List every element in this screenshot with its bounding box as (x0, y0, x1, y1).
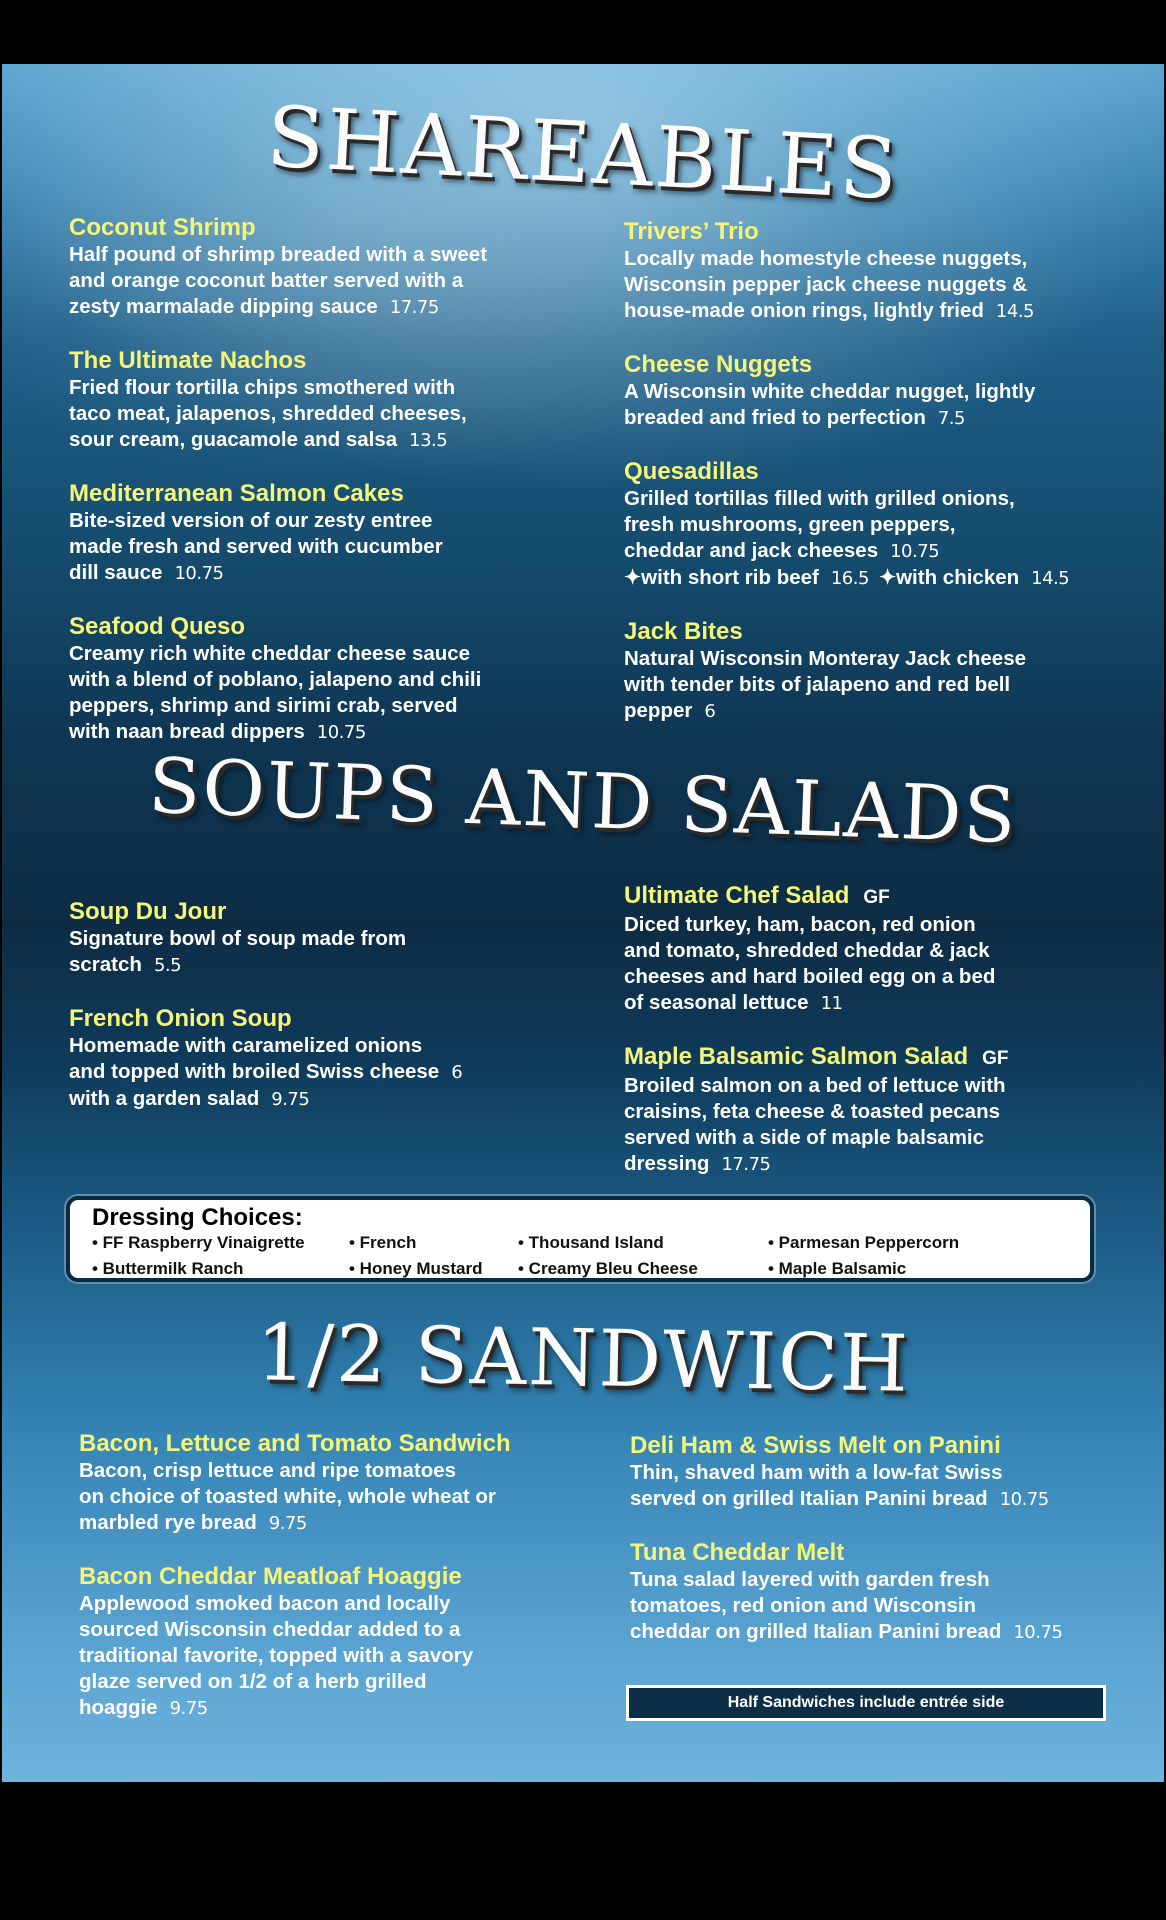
item-desc-line (69, 401, 569, 427)
dressing-choices-box (66, 1196, 1094, 1282)
item-desc-line (624, 538, 1144, 565)
item-desc-line (69, 508, 569, 534)
menu-item (624, 1043, 1144, 1178)
shareables-heading: SHAREABLES (264, 87, 902, 219)
item-desc-text: taco meat, jalapenos, shredded cheeses, (69, 402, 467, 425)
item-desc-line (624, 379, 1144, 405)
item-price: 10.75 (890, 541, 940, 562)
item-desc-line (69, 693, 569, 719)
item-desc-text: cheddar on grilled Italian Panini bread (630, 1620, 1002, 1643)
item-desc-text: and topped with broiled Swiss cheese (69, 1060, 440, 1083)
item-desc-text: and tomato, shredded cheddar & jack (624, 939, 990, 962)
item-price: 13.5 (409, 430, 448, 451)
shareables-right-column (624, 218, 1144, 751)
item-desc-text: traditional favorite, topped with a savory (79, 1644, 474, 1667)
item-price: 14.5 (995, 301, 1034, 322)
soups-salads-heading: SOUPS AND SALADS (146, 740, 1020, 861)
item-title: Soup Du Jour (69, 898, 227, 925)
menu-item (630, 1432, 1150, 1513)
item-desc-line (79, 1669, 599, 1695)
half-sandwich-heading: 1/2 SANDWICH (255, 1308, 911, 1410)
item-desc-line (624, 1151, 1144, 1178)
item-desc-line (69, 560, 569, 587)
item-title (624, 458, 1144, 486)
item-desc-text: and orange coconut batter served with a (69, 269, 464, 292)
item-price: 5.5 (153, 955, 182, 976)
item-desc-text: served with a side of maple balsamic (624, 1126, 985, 1149)
menu-item (69, 1005, 569, 1113)
item-desc-text: tomatoes, red onion and Wisconsin (630, 1594, 977, 1617)
item-title (69, 214, 569, 242)
half-sandwich-note: Half Sandwiches include entrée side (626, 1685, 1106, 1721)
dressing-column (768, 1230, 959, 1282)
item-desc-text: dressing (624, 1152, 710, 1175)
item-desc-text: scratch (69, 953, 142, 976)
item-title-text: Jack Bites (624, 618, 743, 645)
item-desc-line: Homemade with caramelized onions (69, 1034, 423, 1057)
item-desc-text: cheddar and jack cheeses (624, 539, 879, 562)
item-desc-line (630, 1567, 1150, 1593)
item-desc-text: A Wisconsin white cheddar nugget, lightly (624, 380, 1036, 403)
item-title (630, 1432, 1150, 1460)
item-desc-line (69, 667, 569, 693)
item-desc-line (69, 427, 569, 454)
item-title (79, 1563, 599, 1591)
item-desc-text: Locally made homestyle cheese nuggets, (624, 247, 1028, 270)
item-price: 10.75 (999, 1489, 1049, 1510)
dressing-column (518, 1230, 698, 1282)
addon-label: ✦with short rib beef (624, 566, 819, 589)
item-desc-line (69, 375, 569, 401)
item-title-text: Coconut Shrimp (69, 214, 256, 241)
sandwich-right-column (630, 1432, 1150, 1672)
menu-item (69, 347, 569, 454)
item-price: 9.75 (268, 1513, 307, 1534)
item-addons-line (624, 565, 1144, 592)
item-desc-text: Bacon, crisp lettuce and ripe tomatoes (79, 1459, 457, 1482)
gluten-free-tag: GF (982, 1048, 1009, 1069)
item-desc-line (624, 298, 1144, 325)
item-desc-line (69, 952, 569, 979)
item-desc-line (624, 938, 1144, 964)
item-desc-line (624, 512, 1144, 538)
soups-left-column (69, 898, 569, 1139)
item-desc-text: Applewood smoked bacon and locally (79, 1592, 451, 1615)
item-title-text: Deli Ham & Swiss Melt on Panini (630, 1432, 1001, 1459)
item-title-text: Quesadillas (624, 458, 759, 485)
dressing-column (349, 1230, 482, 1282)
item-desc-text: Tuna salad layered with garden fresh (630, 1568, 990, 1591)
item-desc-line (630, 1593, 1150, 1619)
item-price: 7.5 (937, 408, 965, 429)
item-desc-line (624, 405, 1144, 432)
dressing-title: Dressing Choices: (92, 1204, 303, 1231)
item-desc-text: Diced turkey, ham, bacon, red onion (624, 913, 976, 936)
item-desc-line (69, 1086, 569, 1113)
item-desc-line (79, 1617, 599, 1643)
item-price: 10.75 (316, 722, 366, 743)
item-desc-line (624, 1073, 1144, 1099)
dressing-option: • FF Raspberry Vinaigrette (92, 1233, 305, 1252)
item-desc-text: Grilled tortillas filled with grilled onions, (624, 487, 1015, 510)
item-desc-line (69, 641, 569, 667)
item-desc-line (630, 1486, 1150, 1513)
item-desc-line (69, 242, 569, 268)
item-desc-line (69, 268, 569, 294)
item-price: 10.75 (174, 563, 224, 584)
item-desc-line (69, 1059, 569, 1086)
item-title (624, 1043, 1144, 1073)
item-price: 17.75 (721, 1154, 771, 1175)
item-title-text: Seafood Queso (69, 613, 246, 640)
item-desc-line (79, 1484, 599, 1510)
item-price: 6 (451, 1062, 463, 1083)
item-desc-text: sour cream, guacamole and salsa (69, 428, 398, 451)
item-price: 17.75 (389, 297, 439, 318)
item-desc-text: glaze served on 1/2 of a herb grilled (79, 1670, 427, 1693)
item-desc-line (624, 272, 1144, 298)
item-desc-text: zesty marmalade dipping sauce (69, 295, 378, 318)
menu-item (69, 898, 569, 979)
item-desc-text: Broiled salmon on a bed of lettuce with (624, 1074, 1006, 1097)
item-desc-text: house-made onion rings, lightly fried (624, 299, 984, 322)
item-desc-line (624, 912, 1144, 938)
item-desc-text: with naan bread dippers (69, 720, 305, 743)
item-desc-text: craisins, feta cheese & toasted pecans (624, 1100, 1001, 1123)
item-desc-line (79, 1458, 599, 1484)
item-title-text: Mediterranean Salmon Cakes (69, 480, 404, 507)
item-desc-line (624, 672, 1144, 698)
item-title (624, 218, 1144, 246)
item-desc-text: with a garden salad (69, 1087, 260, 1110)
item-desc-line (624, 646, 1144, 672)
soups-right-column (624, 882, 1144, 1204)
item-desc-line (630, 1619, 1150, 1646)
item-desc-line (69, 534, 569, 560)
dressing-option: • French (349, 1233, 417, 1252)
item-desc-line (624, 486, 1144, 512)
item-title-text: The Ultimate Nachos (69, 347, 307, 374)
menu-item (79, 1563, 599, 1722)
item-title-text: Bacon Cheddar Meatloaf Hoaggie (79, 1563, 462, 1590)
item-desc-text: Half pound of shrimp breaded with a sweet (69, 243, 488, 266)
dressing-option: • Parmesan Peppercorn (768, 1233, 960, 1252)
dressing-option: • Thousand Island (518, 1233, 664, 1252)
menu-item (624, 458, 1144, 592)
item-price: 9.75 (271, 1089, 310, 1110)
menu-item (69, 613, 569, 746)
menu-item (624, 218, 1144, 325)
item-desc-text: breaded and fried to perfection (624, 406, 926, 429)
menu-item (69, 214, 569, 321)
item-desc-text: Thin, shaved ham with a low-fat Swiss (630, 1461, 1003, 1484)
item-desc-text: with a blend of poblano, jalapeno and chili (69, 668, 482, 691)
item-desc-line (630, 1460, 1150, 1486)
item-desc-text: peppers, shrimp and sirimi crab, served (69, 694, 458, 717)
dressing-option: • Maple Balsamic (768, 1259, 907, 1278)
menu-item (630, 1539, 1150, 1646)
item-title (624, 882, 1144, 912)
item-title (624, 618, 1144, 646)
item-desc-line (624, 990, 1144, 1017)
item-desc-text: Wisconsin pepper jack cheese nuggets & (624, 273, 1028, 296)
item-desc-text: Creamy rich white cheddar cheese sauce (69, 642, 471, 665)
menu-item (624, 351, 1144, 432)
addon-price: 16.5 (830, 568, 869, 589)
item-title (630, 1539, 1150, 1567)
item-desc-line (79, 1643, 599, 1669)
item-desc-line (69, 294, 569, 321)
item-title-text: Maple Balsamic Salmon Salad (624, 1043, 969, 1070)
menu-board (2, 64, 1164, 1782)
item-desc-line (624, 1125, 1144, 1151)
item-title-text: Bacon, Lettuce and Tomato Sandwich (79, 1430, 511, 1457)
item-title-text: Tuna Cheddar Melt (630, 1539, 845, 1566)
menu-item (79, 1430, 599, 1537)
item-desc-text: fresh mushrooms, green peppers, (624, 513, 956, 536)
item-desc-line (79, 1695, 599, 1722)
item-desc-text: made fresh and served with cucumber (69, 535, 443, 558)
item-title (69, 613, 569, 641)
item-desc-text: on choice of toasted white, whole wheat or (79, 1485, 496, 1508)
menu-item (624, 882, 1144, 1017)
addon-label: ✦with chicken (878, 566, 1020, 589)
item-title-text: Cheese Nuggets (624, 351, 813, 378)
item-title: French Onion Soup (69, 1005, 292, 1032)
gluten-free-tag: GF (863, 887, 890, 908)
item-price: 10.75 (1013, 1622, 1063, 1643)
item-desc-text: sourced Wisconsin cheddar added to a (79, 1618, 461, 1641)
item-title-text: Trivers’ Trio (624, 218, 759, 245)
item-desc-text: Natural Wisconsin Monteray Jack cheese (624, 647, 1027, 670)
menu-item (624, 618, 1144, 725)
dressing-option: • Honey Mustard (349, 1259, 483, 1278)
item-desc-line (624, 698, 1144, 725)
item-desc-line (79, 1591, 599, 1617)
item-desc-text: of seasonal lettuce (624, 991, 809, 1014)
dressing-option: • Creamy Bleu Cheese (518, 1259, 698, 1278)
sandwich-left-column (79, 1430, 599, 1748)
item-desc-text: Bite-sized version of our zesty entree (69, 509, 433, 532)
dressing-column (92, 1230, 305, 1282)
menu-item (69, 480, 569, 587)
addon-price: 14.5 (1031, 568, 1070, 589)
item-price: 9.75 (169, 1698, 208, 1719)
item-desc-text: hoaggie (79, 1696, 158, 1719)
item-desc-text: with tender bits of jalapeno and red bell (624, 673, 1011, 696)
item-desc-line (624, 246, 1144, 272)
item-title (79, 1430, 599, 1458)
item-price: 11 (820, 993, 843, 1014)
item-desc-line (624, 1099, 1144, 1125)
item-desc-text: pepper (624, 699, 693, 722)
item-desc-line (79, 1510, 599, 1537)
dressing-option: • Buttermilk Ranch (92, 1259, 244, 1278)
shareables-left-column (69, 214, 569, 772)
item-title (624, 351, 1144, 379)
item-title (69, 347, 569, 375)
item-desc-text: cheeses and hard boiled egg on a bed (624, 965, 996, 988)
item-title (69, 480, 569, 508)
item-desc-text: dill sauce (69, 561, 163, 584)
item-desc-text: marbled rye bread (79, 1511, 257, 1534)
item-desc-line: Signature bowl of soup made from (69, 927, 407, 950)
item-desc-text: Fried flour tortilla chips smothered with (69, 376, 456, 399)
item-price: 6 (704, 701, 716, 722)
item-desc-text: served on grilled Italian Panini bread (630, 1487, 988, 1510)
item-desc-line (624, 964, 1144, 990)
item-title-text: Ultimate Chef Salad (624, 882, 850, 909)
